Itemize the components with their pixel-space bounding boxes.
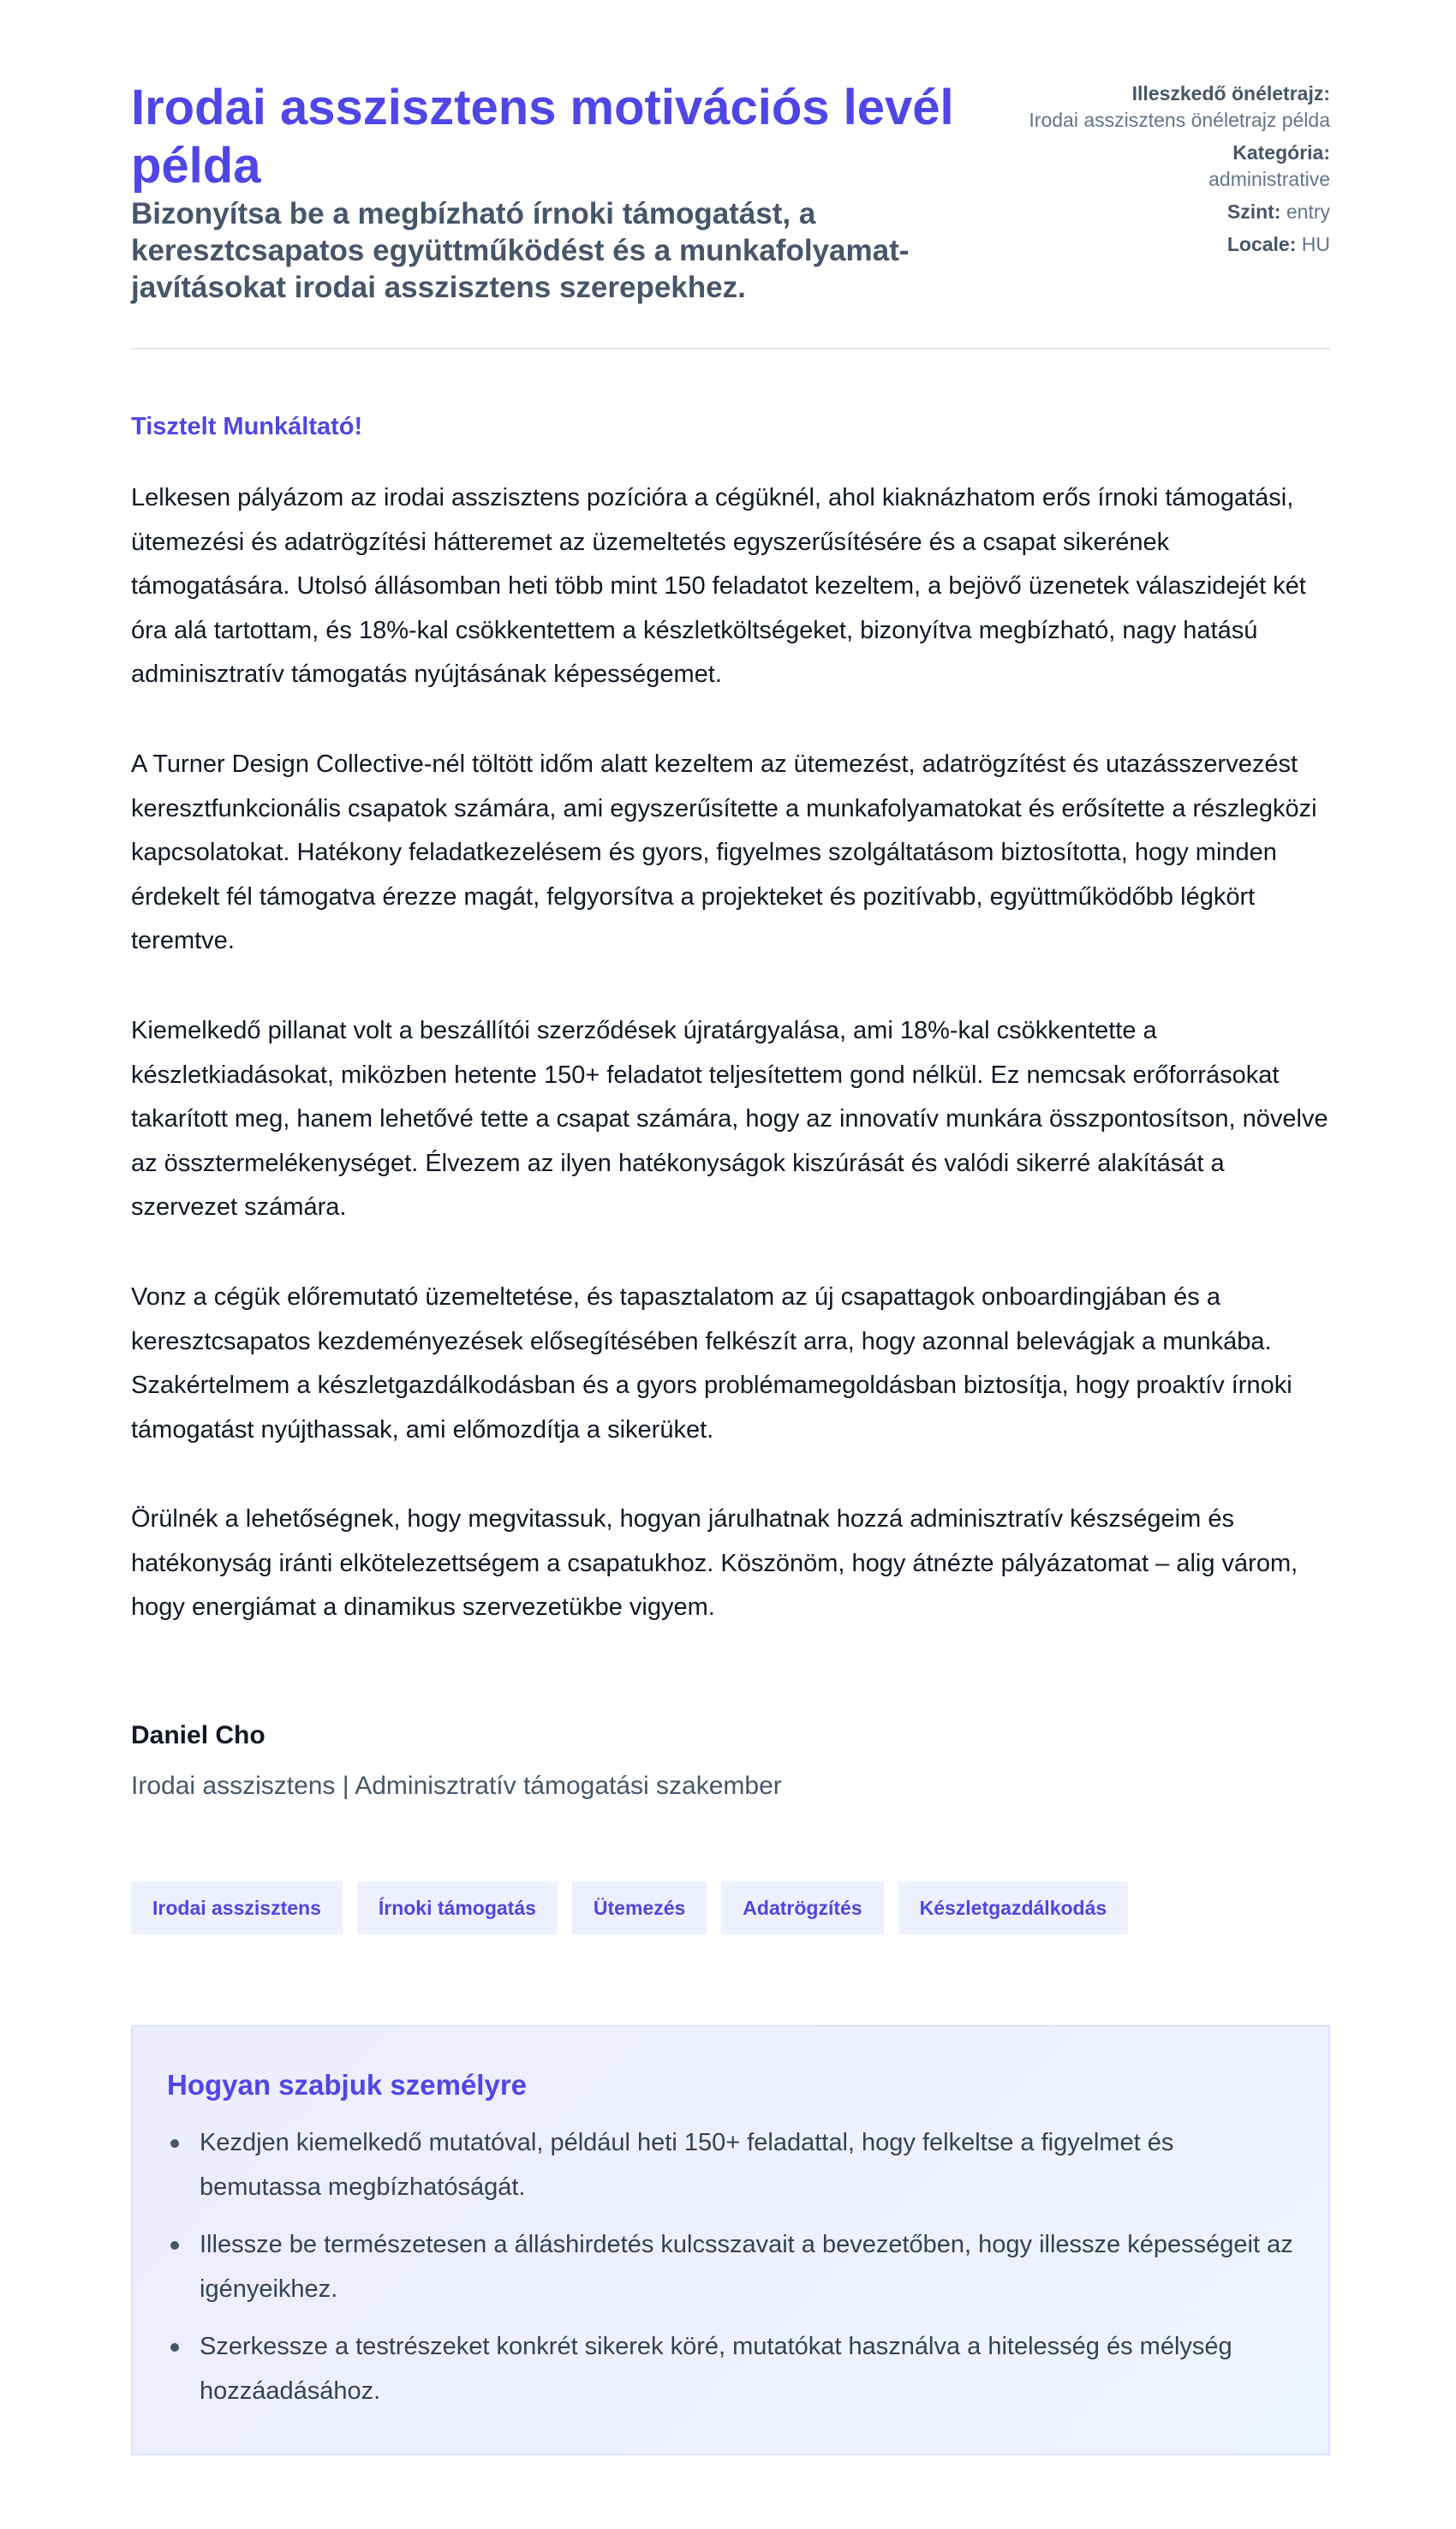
page-title: Irodai asszisztens motivációs levél példa bbox=[131, 80, 954, 194]
meta-resume-value[interactable]: Irodai asszisztens önéletrajz példa bbox=[1029, 109, 1330, 131]
meta-category bbox=[970, 140, 1330, 193]
letter-body bbox=[131, 476, 1330, 1676]
page-header bbox=[131, 0, 1330, 350]
signature-role: Irodai asszisztens | Adminisztratív támogatási szakember bbox=[131, 1772, 782, 1800]
skill-tag[interactable]: Írnoki támogatás bbox=[357, 1881, 558, 1934]
tip-item bbox=[167, 2325, 1294, 2413]
tip-text: Kezdjen kiemelkedő mutatóval, például heti 150+ feladattal, hogy felkeltse a figyelmet és bemutassa megbízhatóságát. bbox=[200, 2129, 1174, 2201]
skill-tag[interactable]: Adatrögzítés bbox=[721, 1881, 883, 1934]
tip-item bbox=[167, 2223, 1294, 2311]
meta-level-label: Szint: bbox=[1226, 200, 1281, 223]
tips-list bbox=[167, 2121, 1294, 2414]
skill-tag[interactable]: Irodai asszisztens bbox=[131, 1881, 343, 1934]
letter-greeting: Tisztelt Munkáltató! bbox=[131, 413, 363, 440]
tips-title: Hogyan szabjuk személyre bbox=[167, 2069, 528, 2101]
meta-category-value: administrative bbox=[1208, 168, 1330, 190]
tip-text: Szerkessze a testrészeket konkrét sikerek köré, mutatókat használva a hitelesség és mélység hozzáadásához. bbox=[200, 2333, 1232, 2405]
meta-panel bbox=[970, 81, 1330, 264]
skill-tag[interactable]: Készletgazdálkodás bbox=[898, 1881, 1129, 1934]
letter-paragraph-1: Lelkesen pályázom az irodai asszisztens pozícióra a cégüknél, ahol kiaknázhatom erős írnoki támogatási, ütemezési és adatrögzítési hátteremet az üzemeltetés egyszerűsítésére és a csapat sikerének támogatására. Utolsó állásomban heti több mint 150 feladatot kezeltem, a bejövő üzenetek válaszidejét két óra alá tartottam, és 18%-kal csökkentettem a készletköltségeket, bizonyítva megbízható, nagy hatású adminisztratív támogatás nyújtásának képességemet. bbox=[131, 484, 1306, 689]
meta-resume bbox=[970, 81, 1330, 134]
bullet-icon bbox=[170, 2139, 179, 2148]
bullet-icon bbox=[170, 2343, 179, 2352]
meta-resume-label: Illeszkedő önéletrajz: bbox=[1131, 82, 1330, 105]
letter-paragraph-4: Vonz a cégük előremutató üzemeltetése, és tapasztalatom az új csapattagok onboardingjában és a keresztcsapatos kezdeményezések elősegítésében felkészít arra, hogy azonnal belevágjak a munkába. Szakértelmem a készletgazdálkodásban és a gyors problémamegoldásban biztosítja, hogy proaktív írnoki támogatást nyújthassak, ami előmozdítja a sikerüket. bbox=[131, 1282, 1292, 1444]
meta-locale bbox=[970, 231, 1330, 258]
letter-paragraph-3: Kiemelkedő pillanat volt a beszállítói szerződések újratárgyalása, ami 18%-kal csökkentette a készletkiadásokat, miközben hetente 150+ feladatot teljesítettem gond nélkül. Ez nemcsak erőforrásokat takarított meg, hanem lehetővé tette a csapat számára, hogy az innovatív munkára összpontosítson, növelve az össztermelékenységet. Élvezem az ilyen hatékonyságok kiszúrását és valódi sikerré alakítását a szervezet számára. bbox=[131, 1016, 1328, 1222]
page-subtitle: Bizonyítsa be a megbízható írnoki támogatást, a keresztcsapatos együttműködést és a munkafolyamat-javításokat irodai asszisztens szerepekhez. bbox=[131, 197, 910, 304]
letter-paragraph-2: A Turner Design Collective-nél töltött időm alatt kezeltem az ütemezést, adatrögzítést és utazásszervezést keresztfunkcionális csapatok számára, ami egyszerűsítette a munkafolyamatokat és erősítette a részlegközi kapcsolatokat. Hatékony feladatkezelésem és gyors, figyelmes szolgáltatásom biztosította, hogy minden érdekelt fél támogatva érezze magát, felgyorsítva a projekteket és pozitívabb, együttműködőbb légkört teremtve. bbox=[131, 750, 1317, 955]
signature-name: Daniel Cho bbox=[131, 1721, 266, 1749]
meta-level-value: entry bbox=[1286, 200, 1330, 223]
tip-text: Illessze be természetesen a álláshirdetés kulcsszavait a bevezetőben, hogy illessze képességeit az igényeikhez. bbox=[200, 2231, 1293, 2303]
meta-category-label: Kategória: bbox=[1232, 141, 1330, 164]
meta-level bbox=[970, 199, 1330, 225]
skill-tag[interactable]: Ütemezés bbox=[572, 1881, 707, 1934]
meta-locale-value: HU bbox=[1301, 233, 1330, 255]
tip-item bbox=[167, 2121, 1294, 2209]
skill-tags bbox=[131, 1881, 1128, 1934]
meta-locale-label: Locale: bbox=[1226, 233, 1297, 255]
cover-letter-page bbox=[131, 0, 1330, 2405]
customization-tips-box bbox=[131, 2025, 1330, 2455]
bullet-icon bbox=[170, 2241, 179, 2250]
letter-paragraph-5: Örülnék a lehetőségnek, hogy megvitassuk, hogyan járulhatnak hozzá adminisztratív készségeim és hatékonyság iránti elkötelezettségem a csapatukhoz. Köszönöm, hogy átnézte pályázatomat – alig várom, hogy energiámat a dinamikus szervezetükbe vigyem. bbox=[131, 1505, 1298, 1622]
